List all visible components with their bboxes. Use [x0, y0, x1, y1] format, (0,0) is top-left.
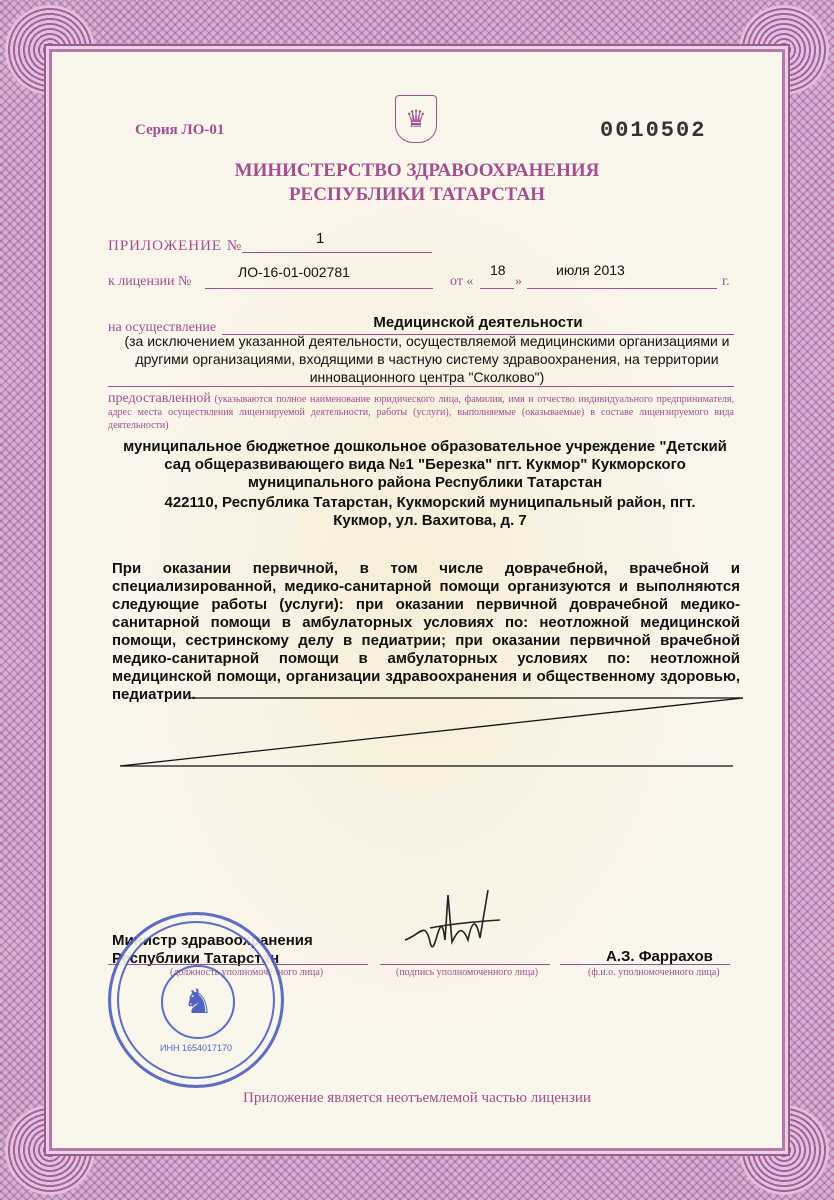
license-underline [205, 288, 433, 289]
signature-caption: (подпись уполномоченного лица) [396, 967, 539, 978]
license-month-year: июля 2013 [556, 262, 625, 278]
coat-of-arms-icon: ♛ [395, 95, 437, 143]
signature-underline [380, 964, 550, 965]
empty-space-strikeout [108, 690, 748, 780]
handwritten-signature [400, 880, 510, 960]
activity-title: Медицинской деятельности [373, 314, 583, 331]
year-suffix: г. [722, 274, 730, 289]
license-number: ЛО-16-01-002781 [238, 264, 350, 280]
activity-note-underline [108, 386, 734, 387]
name-caption: (ф.и.о. уполномоченного лица) [588, 967, 720, 978]
appendix-label: ПРИЛОЖЕНИЕ № [108, 238, 243, 254]
ministry-title-line2: РЕСПУБЛИКИ ТАТАРСТАН [288, 184, 546, 205]
license-day: 18 [490, 262, 506, 278]
series-label: Серия ЛО-01 [135, 122, 225, 138]
footer-note: Приложение является неотъемлемой частью лицензии [243, 1090, 591, 1106]
provided-label: предоставленной [108, 391, 211, 406]
appendix-underline [242, 252, 432, 253]
provided-note: (указываются полное наименование юридического лица, фамилия, имя и отчество индивидуального предпринимателя, адрес места осуществления лицензируемой деятельности, работы (услуги), выполняемые (оказываемые) в составе лицензируемого вида деятельности) [108, 394, 734, 431]
day-underline [480, 288, 514, 289]
organization-address: 422110, Республика Татарстан, Кукморский муниципальный район, пгт. Кукмор, ул. Вахитова, д. 7 [164, 494, 696, 529]
ministry-title-line1: МИНИСТЕРСТВО ЗДРАВООХРАНЕНИЯ [234, 160, 600, 181]
position-caption: (должность уполномоченного лица) [170, 967, 324, 978]
signatory-name: А.З. Фаррахов [606, 948, 713, 965]
services-description: При оказании первичной, в том числе доврачебной, врачебной и специализированной, медико-санитарной помощи организуются и выполняются следующие работы (услуги): при оказании первичной доврачебной медико-санитарной помощи в амбулаторных условиях по: неотложной медицинской помощи, сестринскому делу в педиатрии; при оказании первичной врачебной медико-санитарной помощи в амбулаторных условиях по: неотложной медицинской помощи, организации здравоохранения и общественному здоровью, педиатрии. [112, 560, 740, 703]
license-label: к лицензии № [108, 274, 192, 289]
seal-emblem-icon: ♞ [161, 965, 235, 1039]
activity-label: на осуществление [108, 320, 217, 335]
seal-inn: ИНН 1654017170 [159, 1043, 233, 1053]
name-underline [560, 964, 730, 965]
month-underline [527, 288, 717, 289]
organization-name: муниципальное бюджетное дошкольное образовательное учреждение "Детский сад общеразвивающего вида №1 "Березка" пгт. Кукмор" Кукморского муниципального района Республики Татарстан [123, 438, 727, 491]
close-quote: » [515, 274, 522, 289]
provided-note-block [108, 392, 734, 432]
document-number: 0010502 [600, 118, 707, 143]
official-seal [108, 912, 284, 1088]
signatory-position: Министр здравоохранения Республики Татарстан [112, 932, 313, 967]
from-label: от « [450, 274, 474, 289]
appendix-number: 1 [316, 230, 325, 247]
activity-note: (за исключением указанной деятельности, осуществляемой медицинскими организациями и другими организациями, входящими в частную систему здравоохранения, на территории инновационного центра "Сколково") [124, 333, 730, 385]
